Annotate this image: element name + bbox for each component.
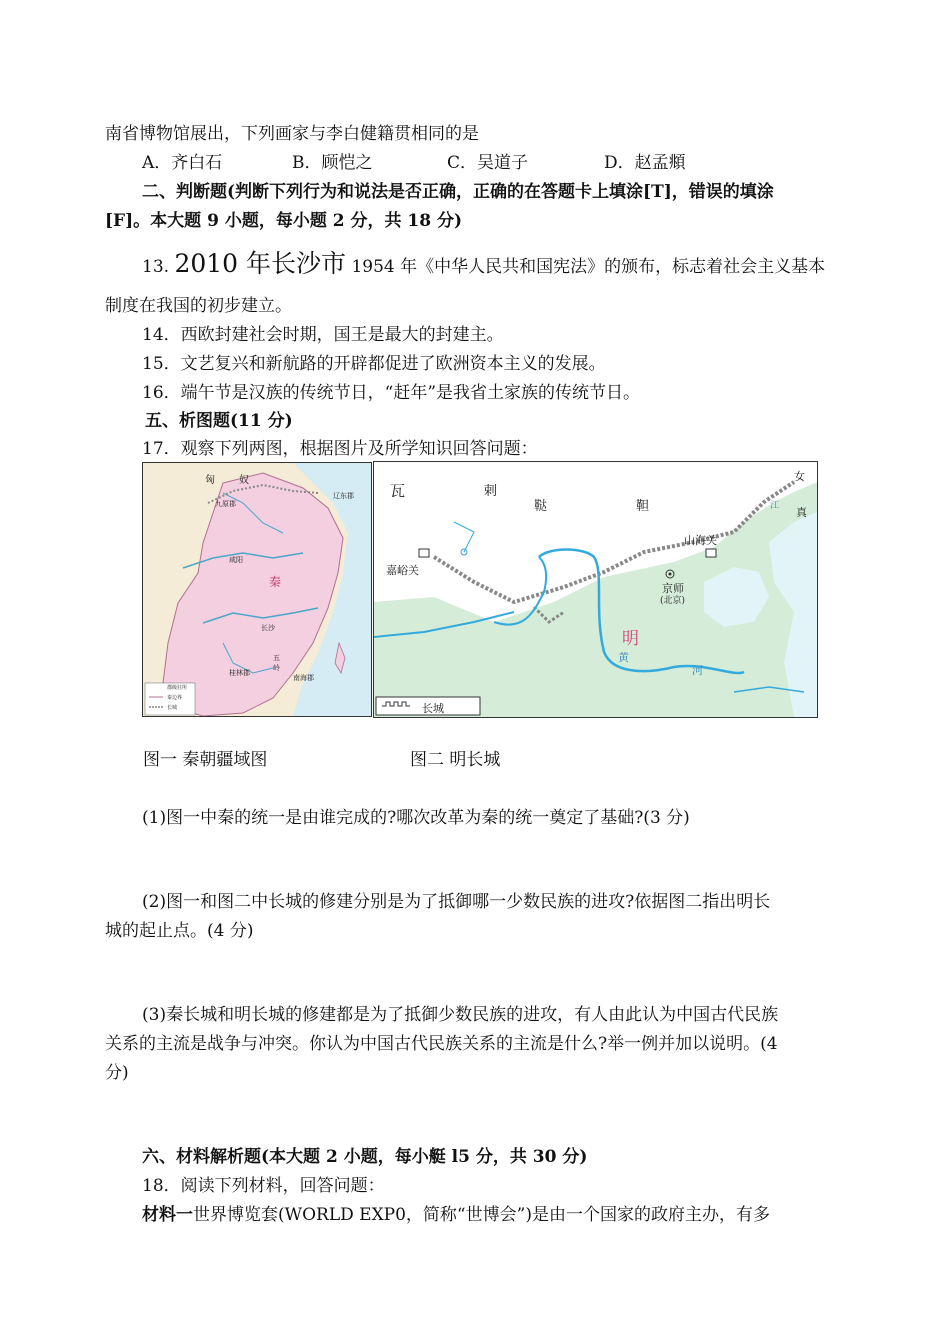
label-dada-2: 靼 bbox=[636, 499, 650, 514]
label-wala-2: 剌 bbox=[484, 484, 498, 499]
section-2-heading: 二、判断题(判断下列行为和说法是否正确，正确的在答题卡上填涂[T]，错误的填涂 bbox=[142, 182, 774, 202]
question-17-1: (1)图一中秦的统一是由谁完成的?哪次改革为秦的统一奠定了基础?(3 分) bbox=[142, 808, 690, 828]
map-ming-svg bbox=[374, 462, 817, 717]
label-jiayuguan: 嘉峪关 bbox=[386, 564, 419, 577]
label-dada-1: 鞑 bbox=[534, 499, 548, 514]
map-ming-great-wall bbox=[373, 461, 818, 718]
label-shanhaiguan: 山海关 bbox=[684, 534, 717, 547]
label-nanhai: 南海郡 bbox=[293, 674, 314, 682]
option-b: B．顾恺之 bbox=[292, 153, 373, 173]
section-2-heading-cont: [F]。本大题 9 小题，每小题 2 分，共 18 分) bbox=[105, 211, 463, 231]
label-guilin: 桂林郡 bbox=[229, 669, 250, 677]
question-13 bbox=[142, 244, 825, 280]
legend-border: 秦边界 bbox=[167, 695, 183, 701]
label-xiongnu-2: 奴 bbox=[239, 475, 249, 486]
question-17-2: (2)图一和图二中长城的修建分别是为了抵御哪一少数民族的进攻?依据图二指出明长 bbox=[142, 892, 771, 912]
label-he: 河 bbox=[692, 664, 703, 677]
label-changsha: 长沙 bbox=[261, 624, 275, 632]
label-huang: 黄 bbox=[618, 651, 629, 664]
question-14: 14．西欧封建社会时期，国王是最大的封建主。 bbox=[142, 325, 504, 345]
question-17-2-cont: 城的起止点。(4 分) bbox=[105, 921, 254, 941]
q13-large-text: 2010 年长沙市 bbox=[174, 249, 347, 278]
legend-wall: 长城 bbox=[167, 705, 178, 711]
question-17-3-cont2: 分) bbox=[105, 1063, 129, 1083]
question-15: 15．文艺复兴和新航路的开辟都促进了欧洲资本主义的发展。 bbox=[142, 354, 606, 374]
material-1-text: 世界博览套(WORLD EXP0，简称“世博会”)是由一个国家的政府主办，有多 bbox=[193, 1205, 770, 1225]
caption-map-2: 图二 明长城 bbox=[410, 750, 501, 770]
label-jingshi: 京师 bbox=[662, 582, 684, 595]
question-17-3-cont1: 关系的主流是战争与冲突。你认为中国古代民族关系的主流是什么?举一例并加以说明。(4 bbox=[105, 1034, 778, 1054]
material-1-label: 材料一 bbox=[142, 1205, 193, 1225]
label-nuzhen-2: 真 bbox=[796, 506, 807, 519]
section-6-heading: 六、材料解析题(本大题 2 小题，每小艇 l5 分，共 30 分) bbox=[142, 1147, 588, 1167]
question-17-3: (3)秦长城和明长城的修建都是为了抵御少数民族的进攻，有人由此认为中国古代民族 bbox=[142, 1005, 779, 1025]
option-d: D．赵孟頫 bbox=[604, 153, 686, 173]
legend-seat: 郡级驻所 bbox=[167, 685, 188, 691]
label-liaodong: 辽东郡 bbox=[333, 492, 354, 500]
question-16: 16．端午节是汉族的传统节日，“赶年”是我省土家族的传统节日。 bbox=[142, 383, 641, 403]
question-17: 17．观察下列两图，根据图片及所学知识回答问题： bbox=[142, 439, 538, 459]
question-12-options bbox=[142, 148, 842, 173]
question-12-continuation: 南省博物馆展出，下列画家与李白健籍贯相同的是 bbox=[105, 124, 479, 144]
material-1 bbox=[142, 1200, 770, 1225]
label-ming: 明 bbox=[622, 629, 639, 649]
option-a: A．齐白石 bbox=[142, 153, 223, 173]
label-beijing: (北京) bbox=[660, 596, 686, 606]
label-qin: 秦 bbox=[269, 575, 282, 589]
label-xianyang: 咸阳 bbox=[229, 556, 243, 564]
caption-map-1: 图一 秦朝疆域图 bbox=[143, 750, 268, 770]
label-nuzhen-1: 女 bbox=[794, 470, 805, 483]
option-c: C．吴道子 bbox=[447, 153, 529, 173]
section-5-heading: 五、析图题(11 分) bbox=[145, 411, 293, 431]
label-ling: 岭 bbox=[273, 664, 280, 672]
map-qin-territory bbox=[142, 462, 372, 717]
label-xiongnu-1: 匈 bbox=[205, 475, 215, 486]
label-jiang: 江 bbox=[770, 501, 780, 511]
question-13-cont: 制度在我国的初步建立。 bbox=[105, 296, 292, 316]
label-jiuyuan: 九原郡 bbox=[215, 500, 236, 508]
q13-number: 13. bbox=[142, 257, 170, 277]
q13-text: 1954 年《中华人民共和国宪法》的颁布，标志着社会主义基本 bbox=[351, 257, 826, 277]
label-wala-1: 瓦 bbox=[390, 482, 406, 500]
label-wu: 五 bbox=[273, 654, 280, 662]
question-18: 18．阅读下列材料，回答问题： bbox=[142, 1176, 385, 1196]
legend-great-wall: 长城 bbox=[422, 702, 444, 715]
